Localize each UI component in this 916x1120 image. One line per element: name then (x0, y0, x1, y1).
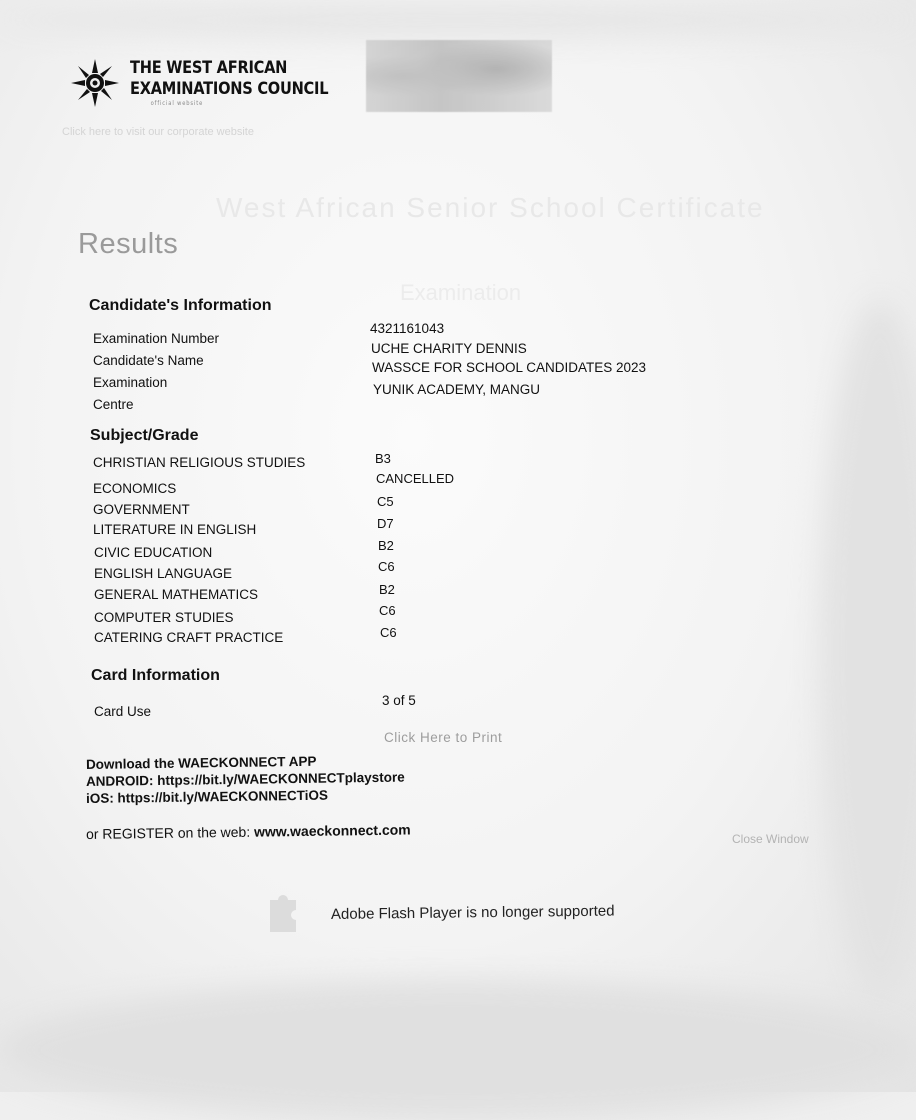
register-url-link[interactable]: www.waeckonnect.com (253, 821, 411, 840)
card-use-label: Card Use (94, 704, 152, 719)
examination-label: Examination (93, 375, 168, 390)
grade-value: C6 (378, 559, 395, 574)
candidate-name-value: UCHE CHARITY DENNIS (371, 341, 527, 356)
subject-row: ECONOMICS (93, 481, 177, 496)
register-prefix: or REGISTER on the web: (85, 823, 255, 842)
right-shadow (820, 300, 916, 1000)
card-use-value: 3 of 5 (382, 693, 416, 708)
subject-row: ENGLISH LANGUAGE (94, 566, 233, 581)
exam-number-label: Examination Number (93, 331, 220, 346)
flash-unsupported-message: Adobe Flash Player is no longer supported (330, 902, 615, 923)
download-app-heading: Download the WAECKONNECT APP (85, 753, 317, 772)
subject-row: COMPUTER STUDIES (94, 610, 234, 625)
missing-plugin-icon (262, 890, 304, 942)
grade-value: C5 (377, 494, 394, 509)
card-info-heading: Card Information (91, 667, 220, 684)
grade-value: B2 (379, 582, 395, 597)
examination-value: WASSCE FOR SCHOOL CANDIDATES 2023 (372, 360, 647, 375)
organization-line1: THE WEST AFRICAN (130, 58, 288, 78)
waec-logo[interactable] (68, 56, 361, 110)
subject-row: CATERING CRAFT PRACTICE (94, 630, 284, 645)
subject-row: GOVERNMENT (93, 502, 190, 517)
subject-row: LITERATURE IN ENGLISH (93, 522, 257, 537)
android-link[interactable]: ANDROID: https://bit.ly/WAECKONNECTplaystore (85, 769, 405, 789)
page-title: Results (78, 228, 179, 260)
grade-value: CANCELLED (376, 471, 455, 486)
grade-value: C6 (380, 625, 397, 640)
close-window-link[interactable]: Close Window (732, 832, 809, 846)
organization-name (130, 58, 328, 108)
waec-emblem-icon (68, 56, 122, 110)
subject-row: GENERAL MATHEMATICS (94, 587, 259, 602)
header-banner-image (366, 40, 552, 112)
candidate-name-label: Candidate's Name (93, 353, 204, 368)
corporate-website-link[interactable]: Click here to visit our corporate website (62, 126, 254, 138)
ghost-subheading: Examination (400, 280, 522, 305)
candidate-info-heading: Candidate's Information (89, 297, 272, 314)
tagline: official website (150, 100, 204, 107)
centre-value: YUNIK ACADEMY, MANGU (373, 382, 541, 397)
ghost-heading: West African Senior School Certificate (216, 192, 765, 223)
print-link[interactable]: Click Here to Print (384, 730, 503, 745)
bottom-shadow (0, 980, 916, 1120)
exam-number-value: 4321161043 (370, 321, 445, 336)
subject-grade-heading: Subject/Grade (90, 427, 199, 444)
centre-label: Centre (93, 397, 134, 412)
register-text (86, 821, 411, 842)
organization-line2: EXAMINATIONS COUNCIL (130, 79, 329, 99)
top-shadow (0, 0, 916, 40)
ios-link[interactable]: iOS: https://bit.ly/WAECKONNECTiOS (85, 787, 329, 806)
grade-value: C6 (379, 603, 396, 618)
subject-row: CHRISTIAN RELIGIOUS STUDIES (93, 455, 306, 470)
grade-value: D7 (377, 516, 394, 531)
grade-value: B3 (375, 451, 391, 466)
subject-row: CIVIC EDUCATION (94, 545, 213, 560)
grade-value: B2 (378, 538, 394, 553)
